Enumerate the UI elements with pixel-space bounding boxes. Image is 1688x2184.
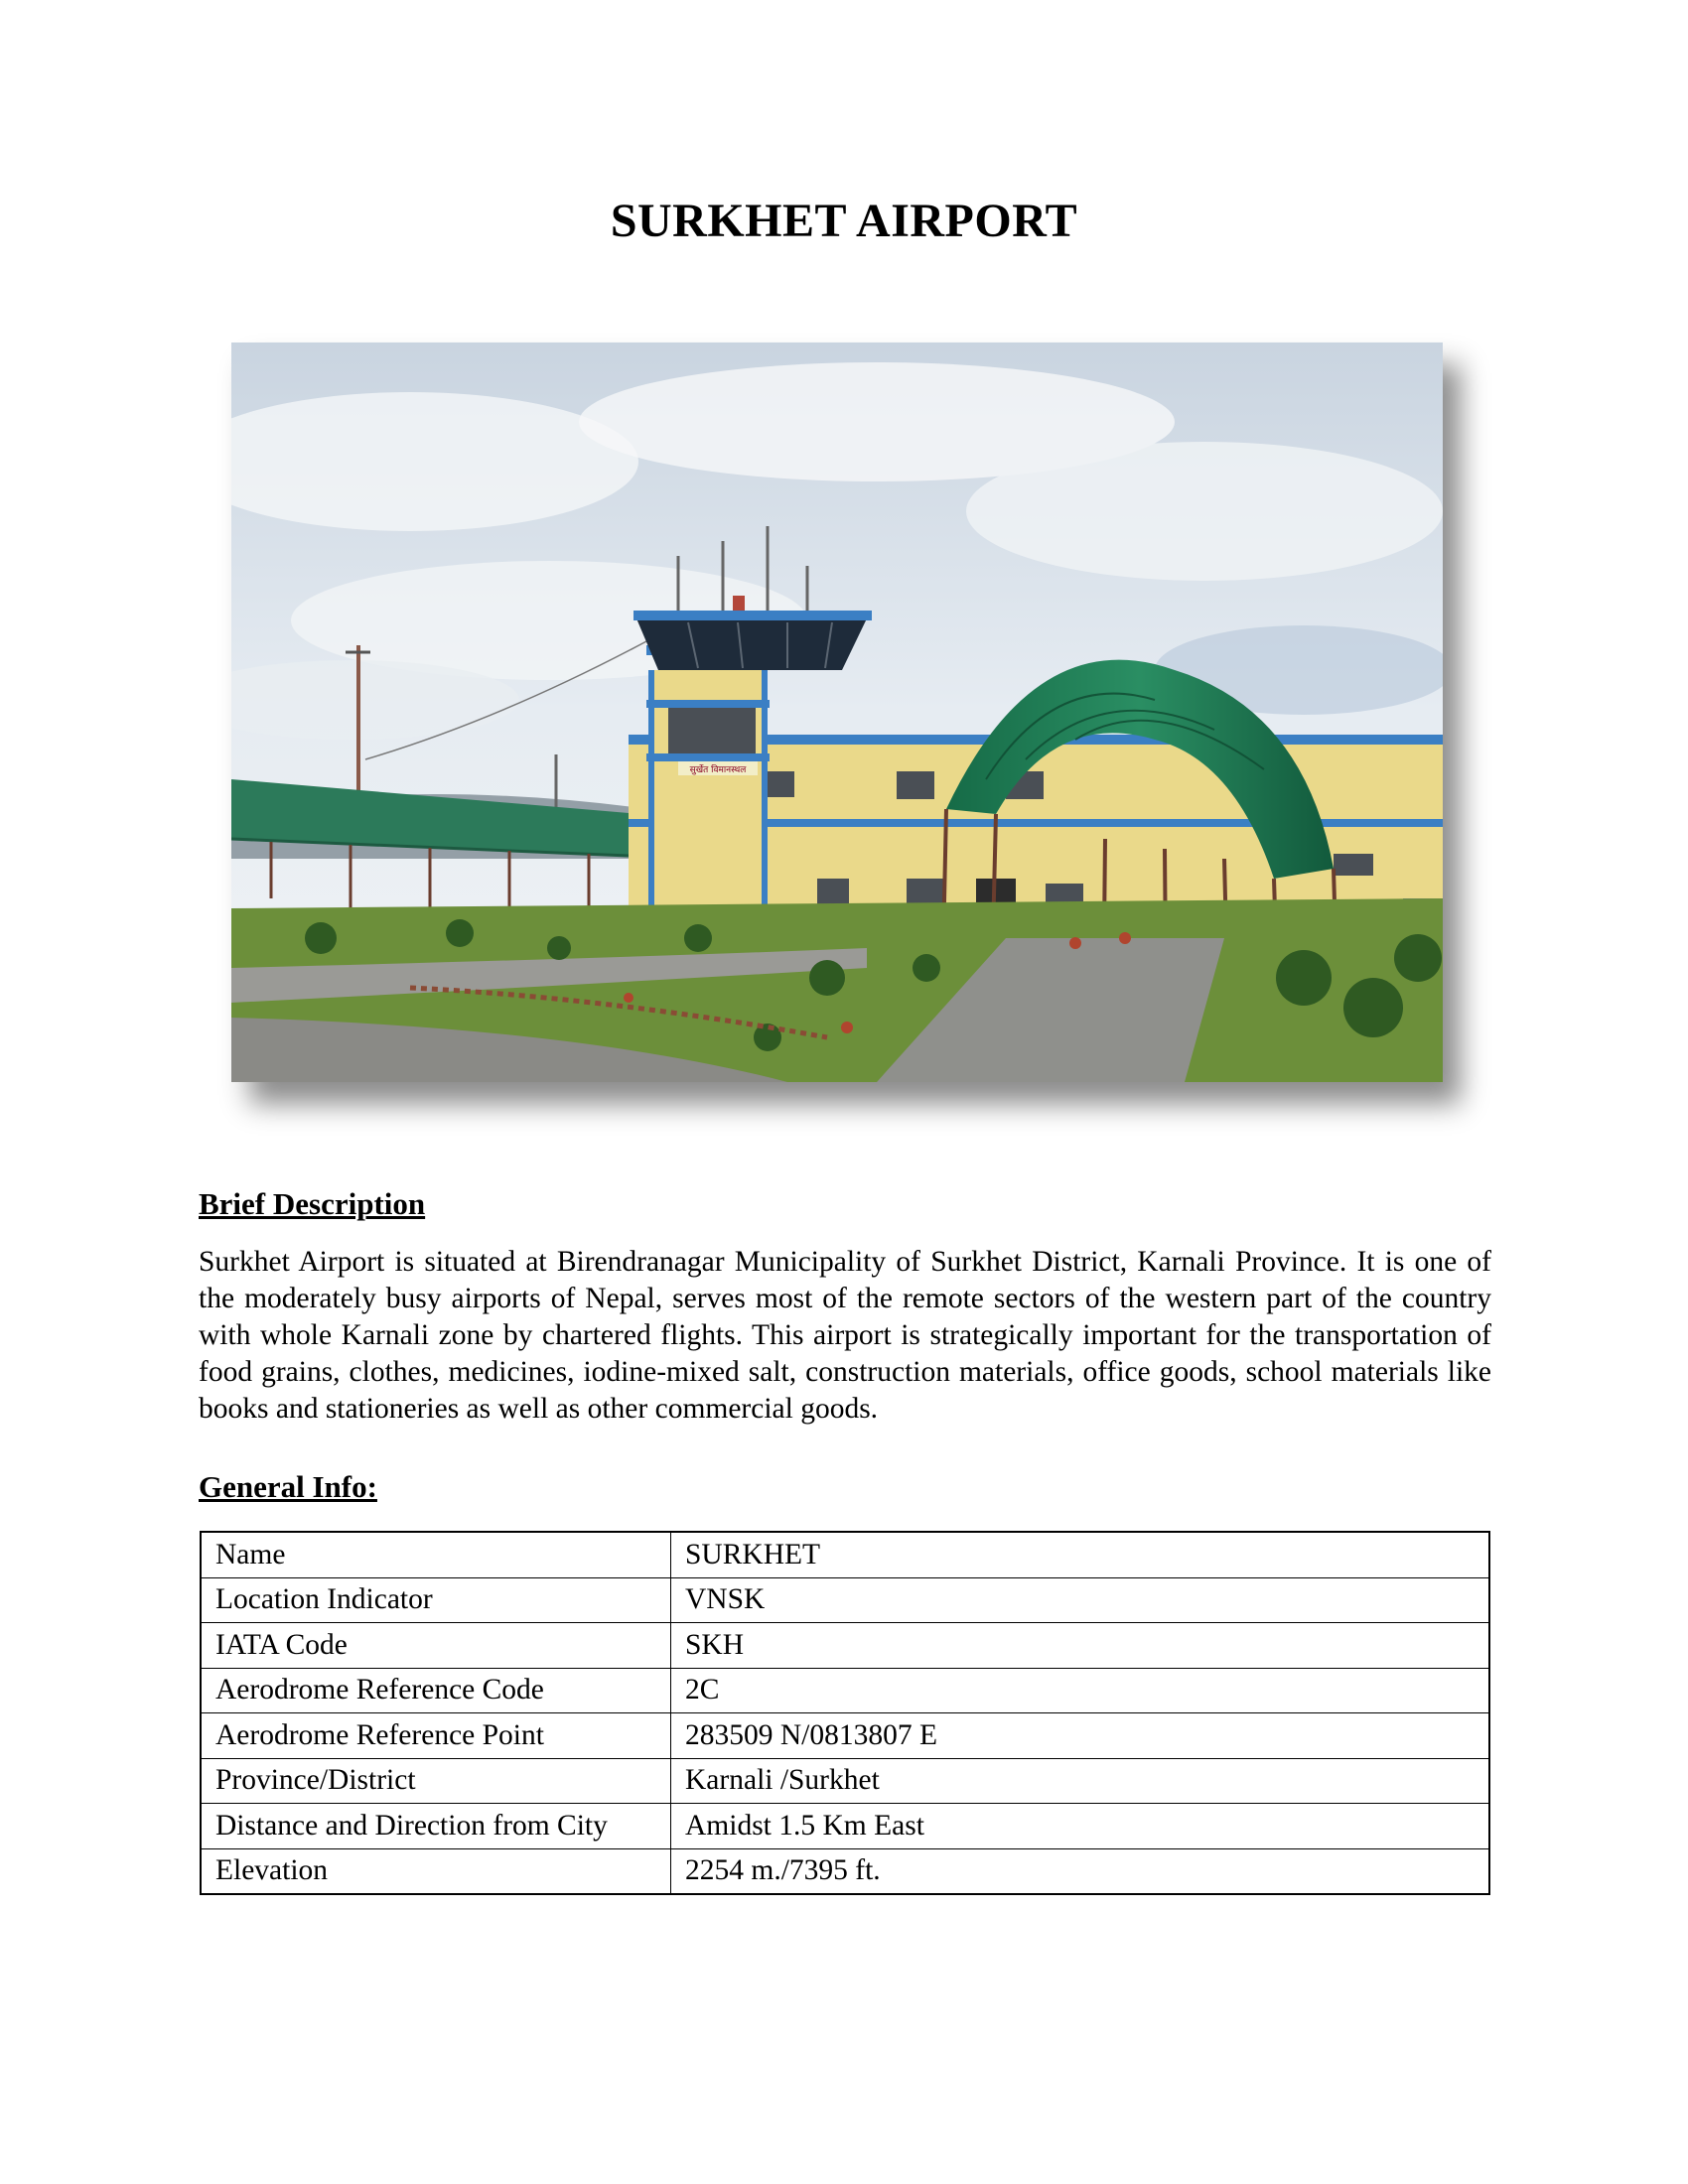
info-value: 2254 m./7395 ft.: [671, 1848, 1490, 1894]
info-label: IATA Code: [201, 1623, 671, 1669]
table-row: [201, 1623, 1489, 1669]
table-row: [201, 1758, 1489, 1804]
table-row: [201, 1848, 1489, 1894]
info-value: 2C: [671, 1668, 1490, 1713]
info-label: Province/District: [201, 1758, 671, 1804]
table-row: [201, 1668, 1489, 1713]
info-value: SURKHET: [671, 1532, 1490, 1577]
info-label: Aerodrome Reference Point: [201, 1713, 671, 1759]
info-value: 283509 N/0813807 E: [671, 1713, 1490, 1759]
table-row: [201, 1804, 1489, 1849]
airport-photo: [231, 342, 1443, 1082]
info-value: Amidst 1.5 Km East: [671, 1804, 1490, 1849]
info-label: Elevation: [201, 1848, 671, 1894]
brief-description-text: Surkhet Airport is situated at Birendranagar Municipality of Surkhet District, Karnali Province. It is one of the moderately busy airports of Nepal, serves most of the remote sectors of the western part of the country with whole Karnali zone by chartered flights. This airport is strategically important for the transportation of food grains, clothes, medicines, iodine-mixed salt, construction materials, office goods, school materials like books and stationeries as well as other commercial goods.: [199, 1246, 1491, 1425]
info-label: Location Indicator: [201, 1577, 671, 1623]
info-value: Karnali /Surkhet: [671, 1758, 1490, 1804]
info-label: Distance and Direction from City: [201, 1804, 671, 1849]
building-sign: सुर्खेत विमानस्थल: [689, 765, 747, 775]
general-info-heading: General Info:: [199, 1469, 377, 1504]
info-value: SKH: [671, 1623, 1490, 1669]
info-value: VNSK: [671, 1577, 1490, 1623]
table-row: [201, 1577, 1489, 1623]
brief-description-heading: Brief Description: [199, 1186, 426, 1221]
table-row: [201, 1532, 1489, 1577]
info-label: Aerodrome Reference Code: [201, 1668, 671, 1713]
page-title: SURKHET AIRPORT: [610, 195, 1078, 247]
table-row: [201, 1713, 1489, 1759]
general-info-table: [200, 1531, 1490, 1895]
info-label: Name: [201, 1532, 671, 1577]
